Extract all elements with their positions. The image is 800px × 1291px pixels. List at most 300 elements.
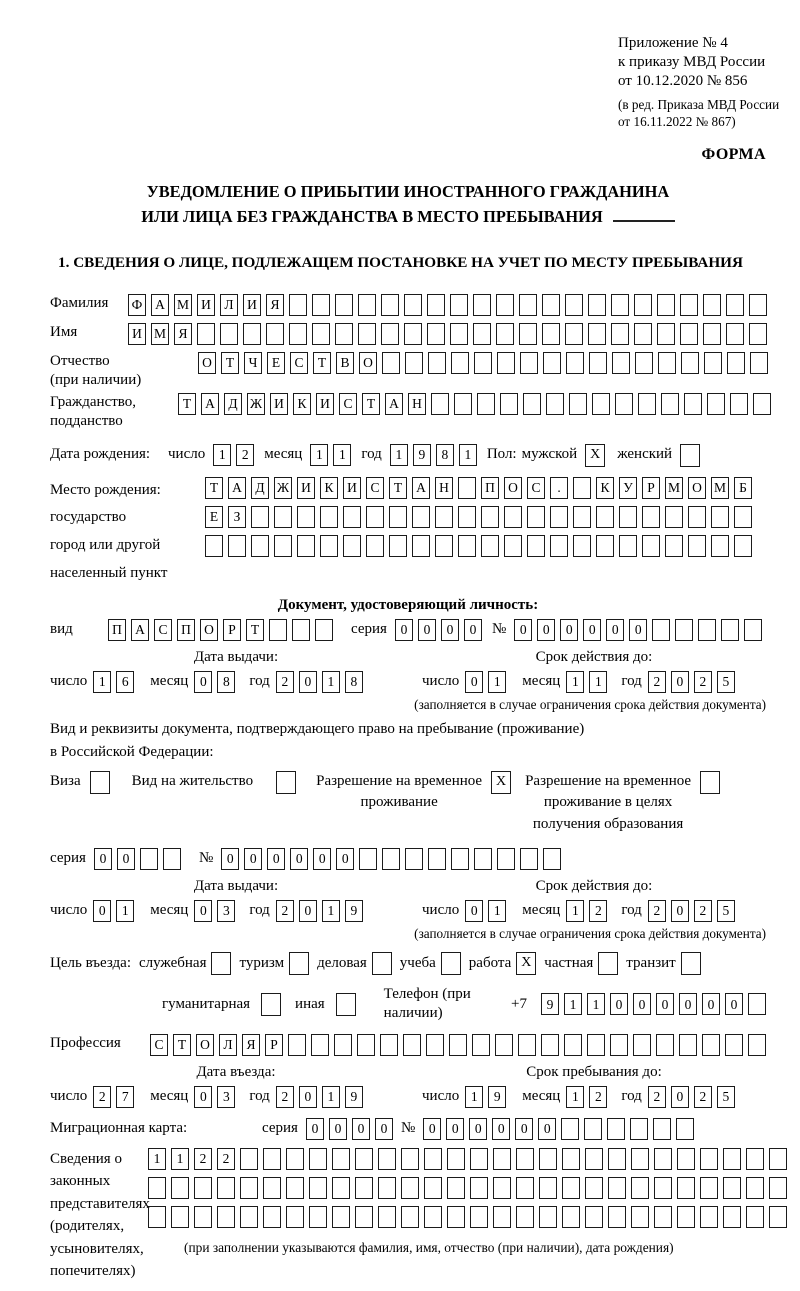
char-cell[interactable]: 0 [465, 671, 483, 693]
residence-permit-checkbox[interactable] [276, 771, 296, 794]
char-cell[interactable]: У [619, 477, 637, 499]
char-cell[interactable]: 1 [564, 993, 582, 1015]
char-cell[interactable] [677, 1206, 695, 1228]
char-cell[interactable]: Д [224, 393, 242, 415]
char-cell[interactable]: С [150, 1034, 168, 1056]
char-cell[interactable]: 5 [717, 900, 735, 922]
char-cell[interactable] [541, 1034, 559, 1056]
char-cell[interactable] [748, 993, 766, 1015]
char-cell[interactable]: 9 [345, 1086, 363, 1108]
char-cell[interactable]: 0 [441, 619, 459, 641]
char-cell[interactable]: Е [267, 352, 285, 374]
char-cell[interactable] [473, 323, 491, 345]
char-cell[interactable]: 0 [679, 993, 697, 1015]
stay-day[interactable] [465, 1086, 506, 1108]
char-cell[interactable] [263, 1206, 281, 1228]
char-cell[interactable]: М [151, 323, 169, 345]
char-cell[interactable] [378, 1177, 396, 1199]
char-cell[interactable]: Я [266, 294, 284, 316]
stay-month[interactable] [566, 1086, 607, 1108]
char-cell[interactable] [550, 506, 568, 528]
char-cell[interactable] [472, 1034, 490, 1056]
char-cell[interactable]: М [665, 477, 683, 499]
char-cell[interactable]: 1 [589, 671, 607, 693]
char-cell[interactable] [355, 1148, 373, 1170]
char-cell[interactable] [197, 323, 215, 345]
char-cell[interactable] [289, 294, 307, 316]
char-cell[interactable] [607, 1118, 625, 1140]
legal-reps-row1[interactable] [148, 1148, 787, 1170]
char-cell[interactable]: 2 [276, 1086, 294, 1108]
char-cell[interactable]: 1 [93, 671, 111, 693]
char-cell[interactable] [562, 1177, 580, 1199]
char-cell[interactable] [504, 506, 522, 528]
char-cell[interactable]: Р [223, 619, 241, 641]
char-cell[interactable] [451, 352, 469, 374]
char-cell[interactable]: 2 [194, 1148, 212, 1170]
char-cell[interactable] [723, 1206, 741, 1228]
char-cell[interactable] [474, 352, 492, 374]
char-cell[interactable]: 0 [418, 619, 436, 641]
char-cell[interactable] [458, 506, 476, 528]
char-cell[interactable] [516, 1206, 534, 1228]
char-cell[interactable] [240, 1177, 258, 1199]
char-cell[interactable]: 0 [194, 671, 212, 693]
char-cell[interactable]: 0 [244, 848, 262, 870]
char-cell[interactable]: А [412, 477, 430, 499]
char-cell[interactable] [703, 294, 721, 316]
char-cell[interactable] [726, 294, 744, 316]
char-cell[interactable] [381, 323, 399, 345]
char-cell[interactable] [677, 1177, 695, 1199]
char-cell[interactable]: 0 [299, 671, 317, 693]
char-cell[interactable]: 2 [276, 671, 294, 693]
char-cell[interactable] [163, 848, 181, 870]
char-cell[interactable] [631, 1148, 649, 1170]
char-cell[interactable] [546, 393, 564, 415]
char-cell[interactable] [642, 535, 660, 557]
char-cell[interactable] [404, 323, 422, 345]
char-cell[interactable] [447, 1177, 465, 1199]
char-cell[interactable]: 0 [94, 848, 112, 870]
char-cell[interactable]: 1 [322, 671, 340, 693]
char-cell[interactable] [194, 1177, 212, 1199]
char-cell[interactable]: О [359, 352, 377, 374]
char-cell[interactable] [289, 323, 307, 345]
char-cell[interactable] [631, 1177, 649, 1199]
char-cell[interactable] [700, 1206, 718, 1228]
migration-series-boxes[interactable] [306, 1118, 393, 1140]
char-cell[interactable] [454, 393, 472, 415]
char-cell[interactable] [654, 1177, 672, 1199]
char-cell[interactable] [359, 848, 377, 870]
char-cell[interactable]: 1 [587, 993, 605, 1015]
char-cell[interactable] [334, 1034, 352, 1056]
char-cell[interactable] [389, 506, 407, 528]
temp-residence-checkbox[interactable]: X [491, 771, 511, 794]
char-cell[interactable] [769, 1206, 787, 1228]
char-cell[interactable] [656, 1034, 674, 1056]
char-cell[interactable] [401, 1148, 419, 1170]
char-cell[interactable]: 0 [299, 1086, 317, 1108]
char-cell[interactable]: Т [389, 477, 407, 499]
char-cell[interactable] [251, 506, 269, 528]
identity-expiry-month[interactable] [566, 671, 607, 693]
identity-expiry-day[interactable] [465, 671, 506, 693]
char-cell[interactable]: 1 [333, 444, 351, 466]
char-cell[interactable]: А [228, 477, 246, 499]
char-cell[interactable] [309, 1206, 327, 1228]
char-cell[interactable] [332, 1206, 350, 1228]
patronymic-boxes[interactable] [198, 352, 768, 374]
char-cell[interactable]: 0 [629, 619, 647, 641]
sex-male-checkbox[interactable]: X [585, 444, 605, 467]
char-cell[interactable] [424, 1177, 442, 1199]
char-cell[interactable] [449, 1034, 467, 1056]
char-cell[interactable] [611, 323, 629, 345]
char-cell[interactable] [726, 323, 744, 345]
char-cell[interactable]: 2 [589, 1086, 607, 1108]
char-cell[interactable]: 3 [217, 1086, 235, 1108]
char-cell[interactable] [274, 535, 292, 557]
citizenship-boxes[interactable] [178, 393, 771, 415]
char-cell[interactable] [378, 1206, 396, 1228]
char-cell[interactable] [769, 1177, 787, 1199]
char-cell[interactable] [569, 393, 587, 415]
char-cell[interactable] [358, 323, 376, 345]
char-cell[interactable] [447, 1148, 465, 1170]
char-cell[interactable] [631, 1206, 649, 1228]
stay-year[interactable] [648, 1086, 735, 1108]
char-cell[interactable]: 9 [541, 993, 559, 1015]
char-cell[interactable]: Е [205, 506, 223, 528]
char-cell[interactable] [504, 535, 522, 557]
birth-year-boxes[interactable] [390, 444, 477, 466]
char-cell[interactable] [426, 1034, 444, 1056]
char-cell[interactable]: 2 [589, 900, 607, 922]
char-cell[interactable] [642, 506, 660, 528]
char-cell[interactable] [516, 1177, 534, 1199]
char-cell[interactable] [585, 1148, 603, 1170]
char-cell[interactable] [470, 1206, 488, 1228]
char-cell[interactable] [516, 1148, 534, 1170]
phone-boxes[interactable] [541, 993, 766, 1015]
char-cell[interactable] [451, 848, 469, 870]
residence-expiry-month[interactable] [566, 900, 607, 922]
char-cell[interactable]: Т [313, 352, 331, 374]
char-cell[interactable]: Л [220, 294, 238, 316]
char-cell[interactable] [700, 1177, 718, 1199]
char-cell[interactable]: Р [265, 1034, 283, 1056]
char-cell[interactable] [725, 1034, 743, 1056]
char-cell[interactable]: 1 [213, 444, 231, 466]
char-cell[interactable]: 0 [329, 1118, 347, 1140]
char-cell[interactable] [312, 323, 330, 345]
char-cell[interactable] [615, 393, 633, 415]
char-cell[interactable]: 2 [648, 1086, 666, 1108]
char-cell[interactable] [493, 1148, 511, 1170]
char-cell[interactable] [263, 1177, 281, 1199]
char-cell[interactable] [412, 506, 430, 528]
char-cell[interactable] [458, 477, 476, 499]
char-cell[interactable] [335, 323, 353, 345]
char-cell[interactable]: О [688, 477, 706, 499]
char-cell[interactable]: 0 [306, 1118, 324, 1140]
char-cell[interactable]: 0 [117, 848, 135, 870]
char-cell[interactable] [220, 323, 238, 345]
char-cell[interactable]: О [196, 1034, 214, 1056]
char-cell[interactable] [573, 506, 591, 528]
profession-boxes[interactable] [150, 1034, 766, 1056]
char-cell[interactable] [707, 393, 725, 415]
char-cell[interactable]: П [108, 619, 126, 641]
sex-female-checkbox[interactable] [680, 444, 700, 467]
char-cell[interactable]: Т [205, 477, 223, 499]
char-cell[interactable] [497, 352, 515, 374]
char-cell[interactable] [723, 1148, 741, 1170]
char-cell[interactable] [496, 294, 514, 316]
purpose-humanitarian-checkbox[interactable] [261, 993, 281, 1016]
char-cell[interactable]: 0 [267, 848, 285, 870]
char-cell[interactable] [343, 506, 361, 528]
char-cell[interactable] [611, 294, 629, 316]
char-cell[interactable]: 9 [488, 1086, 506, 1108]
char-cell[interactable]: Ч [244, 352, 262, 374]
char-cell[interactable] [381, 294, 399, 316]
char-cell[interactable] [470, 1148, 488, 1170]
char-cell[interactable] [573, 477, 591, 499]
char-cell[interactable] [366, 535, 384, 557]
char-cell[interactable] [403, 1034, 421, 1056]
name-boxes[interactable] [128, 323, 767, 345]
char-cell[interactable] [681, 352, 699, 374]
char-cell[interactable]: 1 [116, 900, 134, 922]
entry-day[interactable] [93, 1086, 134, 1108]
char-cell[interactable] [343, 535, 361, 557]
char-cell[interactable]: Б [734, 477, 752, 499]
char-cell[interactable]: К [320, 477, 338, 499]
char-cell[interactable]: 5 [717, 1086, 735, 1108]
char-cell[interactable] [769, 1148, 787, 1170]
char-cell[interactable] [661, 393, 679, 415]
entry-year[interactable] [276, 1086, 363, 1108]
char-cell[interactable]: В [336, 352, 354, 374]
char-cell[interactable]: 2 [694, 671, 712, 693]
char-cell[interactable] [382, 848, 400, 870]
char-cell[interactable]: И [270, 393, 288, 415]
char-cell[interactable]: 1 [566, 1086, 584, 1108]
char-cell[interactable] [404, 294, 422, 316]
char-cell[interactable] [312, 294, 330, 316]
char-cell[interactable] [428, 848, 446, 870]
char-cell[interactable] [634, 294, 652, 316]
char-cell[interactable] [243, 323, 261, 345]
char-cell[interactable]: 1 [322, 1086, 340, 1108]
char-cell[interactable]: 2 [694, 1086, 712, 1108]
char-cell[interactable] [500, 393, 518, 415]
char-cell[interactable] [217, 1206, 235, 1228]
char-cell[interactable]: 0 [583, 619, 601, 641]
char-cell[interactable]: П [177, 619, 195, 641]
char-cell[interactable]: Л [219, 1034, 237, 1056]
char-cell[interactable] [450, 323, 468, 345]
char-cell[interactable]: И [197, 294, 215, 316]
legal-reps-row2[interactable] [148, 1177, 787, 1199]
char-cell[interactable]: 9 [345, 900, 363, 922]
char-cell[interactable] [458, 535, 476, 557]
char-cell[interactable] [297, 535, 315, 557]
char-cell[interactable] [680, 323, 698, 345]
char-cell[interactable] [634, 323, 652, 345]
char-cell[interactable] [654, 1206, 672, 1228]
residence-number-boxes[interactable] [221, 848, 561, 870]
char-cell[interactable] [240, 1206, 258, 1228]
char-cell[interactable] [688, 506, 706, 528]
char-cell[interactable] [542, 294, 560, 316]
char-cell[interactable] [596, 506, 614, 528]
char-cell[interactable] [269, 619, 287, 641]
char-cell[interactable] [427, 323, 445, 345]
char-cell[interactable] [676, 1118, 694, 1140]
char-cell[interactable] [493, 1206, 511, 1228]
surname-boxes[interactable] [128, 294, 767, 316]
char-cell[interactable] [592, 393, 610, 415]
char-cell[interactable]: 2 [648, 671, 666, 693]
char-cell[interactable] [401, 1206, 419, 1228]
char-cell[interactable] [297, 506, 315, 528]
char-cell[interactable]: 0 [633, 993, 651, 1015]
char-cell[interactable]: А [131, 619, 149, 641]
char-cell[interactable] [635, 352, 653, 374]
char-cell[interactable]: И [128, 323, 146, 345]
char-cell[interactable] [539, 1148, 557, 1170]
char-cell[interactable]: 9 [413, 444, 431, 466]
char-cell[interactable] [734, 535, 752, 557]
char-cell[interactable] [564, 1034, 582, 1056]
char-cell[interactable] [748, 1034, 766, 1056]
char-cell[interactable] [711, 535, 729, 557]
char-cell[interactable] [412, 535, 430, 557]
char-cell[interactable]: Т [178, 393, 196, 415]
char-cell[interactable]: С [527, 477, 545, 499]
char-cell[interactable]: 0 [515, 1118, 533, 1140]
char-cell[interactable] [612, 352, 630, 374]
char-cell[interactable]: Я [174, 323, 192, 345]
identity-issue-day[interactable] [93, 671, 134, 693]
char-cell[interactable] [542, 323, 560, 345]
char-cell[interactable]: И [243, 294, 261, 316]
char-cell[interactable] [702, 1034, 720, 1056]
birth-place-row3[interactable] [205, 535, 752, 557]
char-cell[interactable] [292, 619, 310, 641]
char-cell[interactable] [332, 1148, 350, 1170]
visa-checkbox[interactable] [90, 771, 110, 794]
char-cell[interactable] [587, 1034, 605, 1056]
char-cell[interactable] [657, 323, 675, 345]
birth-place-row1[interactable] [205, 477, 752, 499]
char-cell[interactable]: 1 [148, 1148, 166, 1170]
char-cell[interactable]: 0 [93, 900, 111, 922]
char-cell[interactable]: 0 [514, 619, 532, 641]
char-cell[interactable] [700, 1148, 718, 1170]
entry-month[interactable] [194, 1086, 235, 1108]
residence-expiry-day[interactable] [465, 900, 506, 922]
residence-issue-month[interactable] [194, 900, 235, 922]
char-cell[interactable]: 0 [606, 619, 624, 641]
char-cell[interactable] [653, 1118, 671, 1140]
char-cell[interactable] [619, 506, 637, 528]
char-cell[interactable] [589, 352, 607, 374]
char-cell[interactable] [389, 535, 407, 557]
char-cell[interactable]: З [228, 506, 246, 528]
char-cell[interactable]: 0 [725, 993, 743, 1015]
purpose-tourism-checkbox[interactable] [289, 952, 309, 975]
char-cell[interactable] [543, 352, 561, 374]
char-cell[interactable] [677, 1148, 695, 1170]
char-cell[interactable]: Р [642, 477, 660, 499]
char-cell[interactable]: К [293, 393, 311, 415]
identity-issue-month[interactable] [194, 671, 235, 693]
char-cell[interactable] [171, 1177, 189, 1199]
char-cell[interactable] [633, 1034, 651, 1056]
char-cell[interactable] [749, 294, 767, 316]
char-cell[interactable]: С [290, 352, 308, 374]
char-cell[interactable]: 0 [375, 1118, 393, 1140]
char-cell[interactable] [734, 506, 752, 528]
char-cell[interactable] [665, 506, 683, 528]
char-cell[interactable]: 2 [236, 444, 254, 466]
char-cell[interactable] [684, 393, 702, 415]
char-cell[interactable] [665, 535, 683, 557]
doc-series-boxes[interactable] [395, 619, 482, 641]
char-cell[interactable] [652, 619, 670, 641]
char-cell[interactable] [495, 1034, 513, 1056]
identity-issue-year[interactable] [276, 671, 363, 693]
char-cell[interactable] [658, 352, 676, 374]
char-cell[interactable] [562, 1206, 580, 1228]
char-cell[interactable]: О [504, 477, 522, 499]
char-cell[interactable] [315, 619, 333, 641]
char-cell[interactable]: Н [408, 393, 426, 415]
char-cell[interactable] [427, 294, 445, 316]
char-cell[interactable] [753, 393, 771, 415]
identity-expiry-year[interactable] [648, 671, 735, 693]
char-cell[interactable] [539, 1206, 557, 1228]
char-cell[interactable]: 8 [217, 671, 235, 693]
char-cell[interactable] [217, 1177, 235, 1199]
char-cell[interactable] [519, 323, 537, 345]
char-cell[interactable] [286, 1148, 304, 1170]
char-cell[interactable] [730, 393, 748, 415]
char-cell[interactable]: Т [221, 352, 239, 374]
char-cell[interactable] [320, 506, 338, 528]
char-cell[interactable]: П [481, 477, 499, 499]
char-cell[interactable] [332, 1177, 350, 1199]
char-cell[interactable]: 0 [560, 619, 578, 641]
char-cell[interactable]: 0 [610, 993, 628, 1015]
char-cell[interactable] [565, 294, 583, 316]
char-cell[interactable] [744, 619, 762, 641]
char-cell[interactable] [380, 1034, 398, 1056]
char-cell[interactable]: 1 [322, 900, 340, 922]
char-cell[interactable] [481, 506, 499, 528]
char-cell[interactable]: А [151, 294, 169, 316]
char-cell[interactable] [431, 393, 449, 415]
char-cell[interactable]: 0 [702, 993, 720, 1015]
char-cell[interactable] [596, 535, 614, 557]
char-cell[interactable] [477, 393, 495, 415]
doc-number-boxes[interactable] [514, 619, 762, 641]
